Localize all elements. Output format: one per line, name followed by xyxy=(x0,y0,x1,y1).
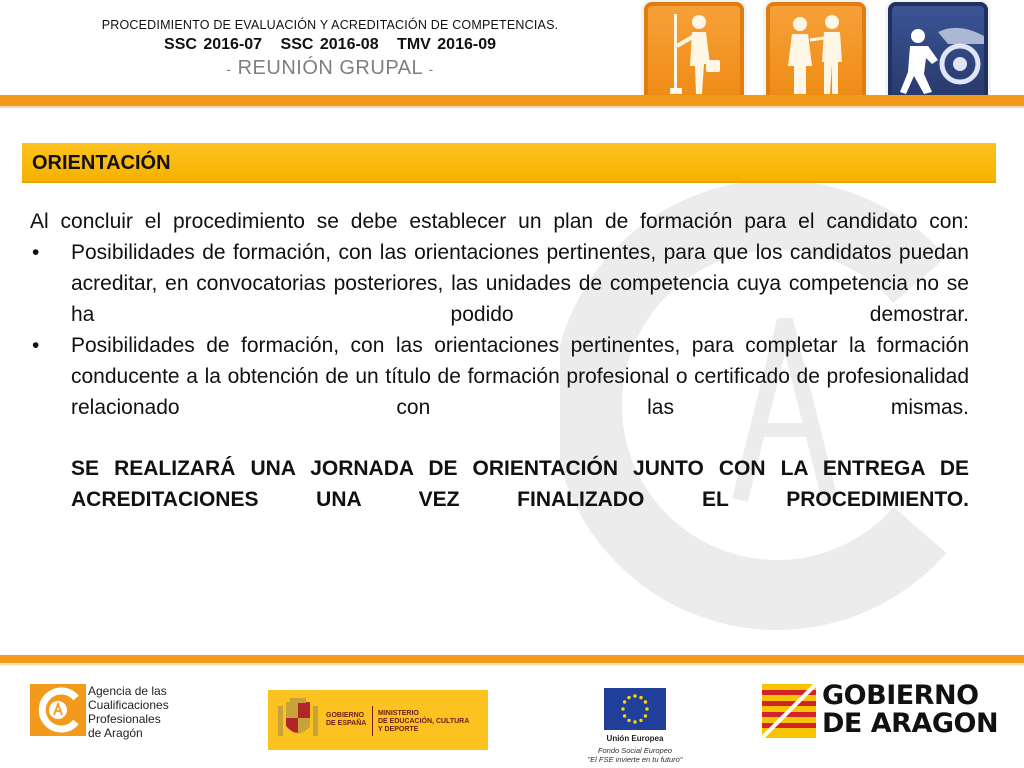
code-ssc-2016-08: SSC 2016-08 xyxy=(280,36,379,53)
bullet-text-1: Posibilidades de formación, con las orientaciones pertinentes, para que los candidatos puedan acreditar, en convocatorias posteriores, las unidades de competencia cuya competencia no se ha podido demostrar. xyxy=(71,241,969,326)
slide-body xyxy=(30,206,969,515)
aragon-line-2: DE ARAGON xyxy=(822,708,999,739)
aragon-government-logo xyxy=(762,682,1002,740)
ministry-logo xyxy=(268,690,488,750)
dash-right: - xyxy=(428,61,434,77)
header-meeting-type xyxy=(60,57,600,80)
agency-line-2: Cualificaciones xyxy=(88,698,169,712)
spain-coat-of-arms-icon xyxy=(278,698,318,742)
ministry-line-3: Y DEPORTE xyxy=(378,726,419,733)
bullet-item-2 xyxy=(30,330,969,423)
section-title-band xyxy=(22,143,996,183)
agency-name xyxy=(88,684,169,740)
orientation-notice: SE REALIZARÁ UNA JORNADA DE ORIENTACIÓN JUNTO CON LA ENTREGA DE ACREDITACIONES UNA VEZ FINALIZADO EL PROCEDIMIENTO. xyxy=(71,457,969,511)
agency-mark-icon xyxy=(30,684,86,736)
ministry-line-1: MINISTERIO xyxy=(378,710,419,717)
aragon-flag-icon xyxy=(762,684,816,738)
bullet-dot: • xyxy=(32,334,40,357)
cleaning-worker-icon xyxy=(644,2,744,102)
ministry-separator xyxy=(372,706,373,736)
eu-flag-icon xyxy=(604,688,666,730)
dash-left: - xyxy=(226,61,232,77)
aragon-line-1: GOBIERNO xyxy=(822,680,979,711)
agency-logo xyxy=(30,684,230,740)
eu-name: Unión Europea xyxy=(606,734,664,743)
ministry-government xyxy=(326,712,366,728)
code-ssc-2016-07: SSC 2016-07 xyxy=(164,36,263,53)
header-accent-line xyxy=(0,106,1024,108)
gov-line-2: DE ESPAÑA xyxy=(326,720,367,727)
mechanic-icon xyxy=(888,2,988,102)
section-title: ORIENTACIÓN xyxy=(32,152,171,174)
agency-line-4: de Aragón xyxy=(88,726,143,740)
ministry-name xyxy=(378,710,469,734)
footer-accent-bar xyxy=(0,655,1024,663)
eu-logo xyxy=(562,688,702,768)
eu-motto: "El FSE invierte en tu futuro" xyxy=(587,755,683,764)
intro-text: Al concluir el procedimiento se debe establecer un plan de formación para el candidato con: xyxy=(30,210,969,233)
header-procedure-title: PROCEDIMIENTO DE EVALUACIÓN Y ACREDITACIÓN DE COMPETENCIAS. xyxy=(101,18,559,32)
agency-line-1: Agencia de las xyxy=(88,684,167,698)
intro-paragraph xyxy=(30,206,969,237)
gov-line-1: GOBIERNO xyxy=(326,712,365,719)
agency-line-3: Profesionales xyxy=(88,712,161,726)
header-accent-bar xyxy=(0,95,1024,106)
caregivers-icon xyxy=(766,2,866,102)
meeting-label: REUNIÓN GRUPAL xyxy=(237,57,423,79)
eu-fund: Fondo Social Europeo xyxy=(597,746,673,755)
header-text xyxy=(60,18,600,80)
code-tmv-2016-09: TMV 2016-09 xyxy=(397,36,496,53)
bullet-dot: • xyxy=(32,241,40,264)
header-codes xyxy=(60,36,600,54)
ministry-line-2: DE EDUCACIÓN, CULTURA xyxy=(378,718,470,725)
bullet-text-2: Posibilidades de formación, con las orientaciones pertinentes, para completar la formación conducente a la obtención de un título de formación profesional o certificado de profesionalidad relacionado con las mismas. xyxy=(71,334,969,419)
footer-accent-line xyxy=(0,663,1024,665)
bullet-item-1 xyxy=(30,237,969,330)
